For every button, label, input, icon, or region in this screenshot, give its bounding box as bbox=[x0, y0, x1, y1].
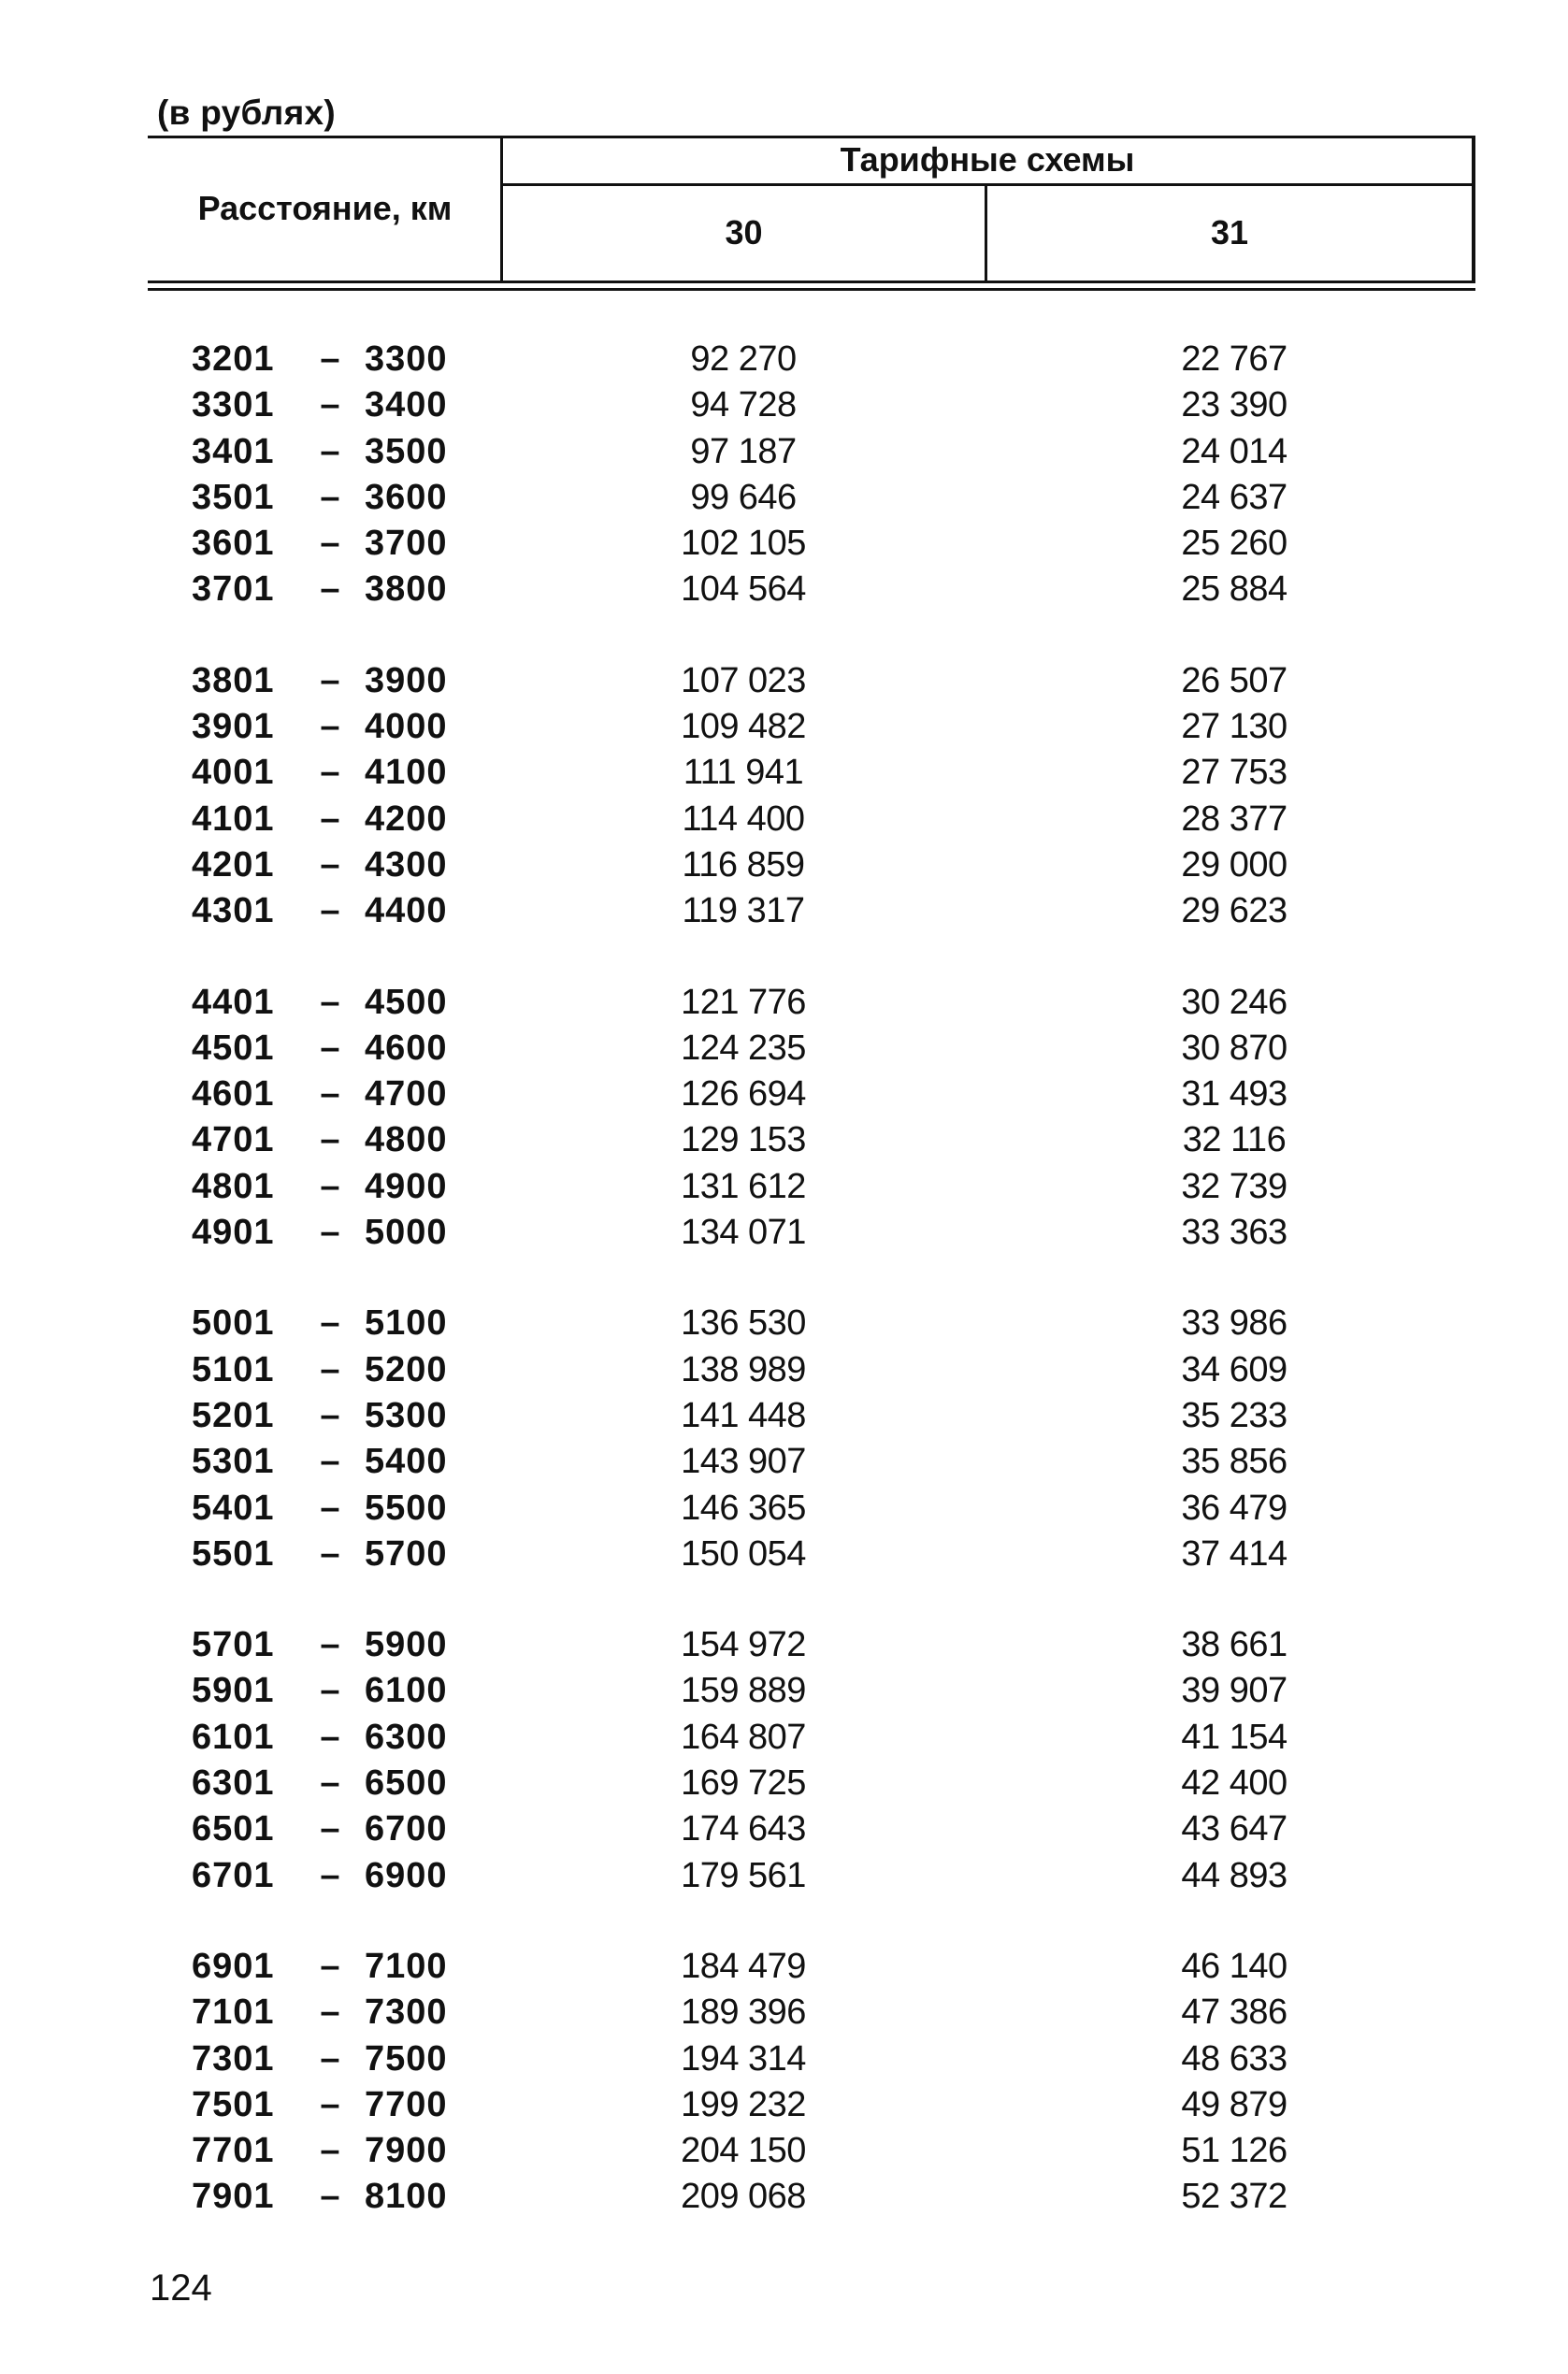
table-row bbox=[0, 1072, 1568, 1117]
table-body bbox=[0, 337, 1568, 2266]
tariff-31-value: 52 372 bbox=[1181, 2177, 1287, 2217]
range-dash: – bbox=[320, 844, 340, 885]
range-dash: – bbox=[320, 1395, 340, 1435]
tariff-30-value: 97 187 bbox=[690, 431, 797, 471]
distance-from: 3401 bbox=[192, 431, 275, 471]
distance-from: 4901 bbox=[192, 1213, 275, 1253]
row-group bbox=[0, 1301, 1568, 1577]
tariff-30-value: 107 023 bbox=[681, 660, 806, 700]
table-row bbox=[0, 658, 1568, 704]
range-dash: – bbox=[320, 1074, 340, 1115]
tariff-30-value: 102 105 bbox=[681, 524, 806, 564]
distance-from: 5101 bbox=[192, 1349, 275, 1389]
range-dash: – bbox=[320, 1855, 340, 1895]
tariff-30-value: 129 153 bbox=[681, 1120, 806, 1160]
tariff-30-value: 116 859 bbox=[682, 844, 805, 885]
tariff-30-value: 150 054 bbox=[681, 1533, 806, 1574]
range-dash: – bbox=[320, 1993, 340, 2033]
tariff-31-value: 33 986 bbox=[1181, 1303, 1287, 1344]
tariff-30-value: 174 643 bbox=[681, 1809, 806, 1849]
tariff-31-value: 32 739 bbox=[1181, 1166, 1287, 1206]
tariff-31-value: 27 753 bbox=[1181, 753, 1287, 793]
tariff-31-value: 44 893 bbox=[1181, 1855, 1287, 1895]
distance-from: 6501 bbox=[192, 1809, 275, 1849]
table-row bbox=[0, 2174, 1568, 2220]
unit-note: (в рублях) bbox=[157, 94, 336, 132]
tariff-31-value: 28 377 bbox=[1181, 799, 1287, 839]
tariff-30-value: 141 448 bbox=[681, 1395, 806, 1435]
range-dash: – bbox=[320, 707, 340, 747]
range-dash: – bbox=[320, 339, 340, 379]
range-dash: – bbox=[320, 2177, 340, 2217]
row-group bbox=[0, 658, 1568, 935]
header-split-rule bbox=[503, 183, 1472, 186]
tariff-31-value: 32 116 bbox=[1182, 1120, 1287, 1160]
distance-to: 4000 bbox=[365, 707, 448, 747]
distance-from: 5701 bbox=[192, 1625, 275, 1665]
distance-from: 5901 bbox=[192, 1671, 275, 1711]
range-dash: – bbox=[320, 1488, 340, 1528]
tariff-31-value: 36 479 bbox=[1181, 1488, 1287, 1528]
tariff-31-value: 27 130 bbox=[1181, 707, 1287, 747]
distance-to: 7700 bbox=[365, 2084, 448, 2124]
table-row bbox=[0, 797, 1568, 842]
distance-to: 5100 bbox=[365, 1303, 448, 1344]
table-row bbox=[0, 750, 1568, 796]
tariff-31-value: 49 879 bbox=[1181, 2084, 1287, 2124]
distance-to: 3900 bbox=[365, 660, 448, 700]
tariff-31-value: 29 000 bbox=[1181, 844, 1287, 885]
range-dash: – bbox=[320, 431, 340, 471]
tariff-31-value: 42 400 bbox=[1181, 1763, 1287, 1804]
tariff-30-value: 159 889 bbox=[681, 1671, 806, 1711]
distance-to: 7300 bbox=[365, 1993, 448, 2033]
tariff-30-value: 109 482 bbox=[681, 707, 806, 747]
tariff-31-value: 29 623 bbox=[1181, 891, 1287, 931]
distance-from: 5401 bbox=[192, 1488, 275, 1528]
range-dash: – bbox=[320, 753, 340, 793]
distance-from: 6901 bbox=[192, 1946, 275, 1986]
tariff-31-value: 31 493 bbox=[1181, 1074, 1287, 1115]
range-dash: – bbox=[320, 2131, 340, 2171]
distance-from: 7301 bbox=[192, 2038, 275, 2079]
distance-to: 7100 bbox=[365, 1946, 448, 1986]
header-col-30: 30 bbox=[725, 213, 763, 252]
tariff-30-value: 189 396 bbox=[681, 1993, 806, 2033]
tariff-30-value: 194 314 bbox=[681, 2038, 806, 2079]
page-number: 124 bbox=[150, 2267, 212, 2309]
tariff-31-value: 48 633 bbox=[1181, 2038, 1287, 2079]
tariff-30-value: 138 989 bbox=[681, 1349, 806, 1389]
distance-to: 7500 bbox=[365, 2038, 448, 2079]
range-dash: – bbox=[320, 1717, 340, 1757]
distance-to: 3700 bbox=[365, 524, 448, 564]
distance-from: 3901 bbox=[192, 707, 275, 747]
header-distance: Расстояние, км bbox=[197, 189, 453, 227]
tariff-30-value: 104 564 bbox=[681, 569, 806, 610]
table-row bbox=[0, 1301, 1568, 1346]
table-row bbox=[0, 429, 1568, 475]
distance-to: 3600 bbox=[365, 477, 448, 517]
range-dash: – bbox=[320, 1166, 340, 1206]
distance-to: 3800 bbox=[365, 569, 448, 610]
range-dash: – bbox=[320, 1349, 340, 1389]
tariff-30-value: 124 235 bbox=[681, 1028, 806, 1068]
table-row bbox=[0, 1439, 1568, 1485]
distance-to: 6700 bbox=[365, 1809, 448, 1849]
row-group bbox=[0, 1622, 1568, 1899]
range-dash: – bbox=[320, 2038, 340, 2079]
distance-to: 5700 bbox=[365, 1533, 448, 1574]
tariff-30-value: 154 972 bbox=[681, 1625, 806, 1665]
distance-to: 3300 bbox=[365, 339, 448, 379]
tariff-30-value: 99 646 bbox=[690, 477, 797, 517]
range-dash: – bbox=[320, 1028, 340, 1068]
table-row bbox=[0, 1761, 1568, 1806]
table-row bbox=[0, 888, 1568, 934]
tariff-30-value: 134 071 bbox=[681, 1213, 806, 1253]
tariff-31-value: 25 884 bbox=[1181, 569, 1287, 610]
tariff-31-value: 33 363 bbox=[1181, 1213, 1287, 1253]
tariff-30-value: 94 728 bbox=[690, 385, 797, 425]
distance-from: 7101 bbox=[192, 1993, 275, 2033]
table-row bbox=[0, 382, 1568, 428]
header-bottom-rule-2 bbox=[148, 288, 1475, 291]
row-group bbox=[0, 1944, 1568, 2221]
table-row bbox=[0, 1347, 1568, 1393]
tariff-30-value: 114 400 bbox=[682, 799, 805, 839]
distance-from: 4101 bbox=[192, 799, 275, 839]
table-row bbox=[0, 1117, 1568, 1163]
header-tariff-schemes: Тарифные схемы bbox=[840, 140, 1135, 179]
table-row bbox=[0, 1622, 1568, 1668]
distance-from: 3301 bbox=[192, 385, 275, 425]
range-dash: – bbox=[320, 385, 340, 425]
distance-to: 4200 bbox=[365, 799, 448, 839]
distance-from: 7701 bbox=[192, 2131, 275, 2171]
range-dash: – bbox=[320, 1763, 340, 1804]
tariff-31-value: 39 907 bbox=[1181, 1671, 1287, 1711]
distance-from: 4601 bbox=[192, 1074, 275, 1115]
distance-from: 4401 bbox=[192, 982, 275, 1022]
table-row bbox=[0, 1806, 1568, 1852]
table-row bbox=[0, 704, 1568, 750]
distance-from: 3801 bbox=[192, 660, 275, 700]
range-dash: – bbox=[320, 1533, 340, 1574]
tariff-31-value: 35 233 bbox=[1181, 1395, 1287, 1435]
range-dash: – bbox=[320, 1625, 340, 1665]
tariff-30-value: 121 776 bbox=[681, 982, 806, 1022]
table-row bbox=[0, 567, 1568, 612]
tariff-30-value: 143 907 bbox=[681, 1442, 806, 1482]
range-dash: – bbox=[320, 891, 340, 931]
distance-from: 5001 bbox=[192, 1303, 275, 1344]
range-dash: – bbox=[320, 2084, 340, 2124]
tariff-30-value: 209 068 bbox=[681, 2177, 806, 2217]
table-row bbox=[0, 2128, 1568, 2174]
range-dash: – bbox=[320, 1213, 340, 1253]
tariff-31-value: 25 260 bbox=[1181, 524, 1287, 564]
header-col-31: 31 bbox=[1210, 213, 1249, 252]
distance-from: 5201 bbox=[192, 1395, 275, 1435]
tariff-31-value: 43 647 bbox=[1181, 1809, 1287, 1849]
distance-to: 5300 bbox=[365, 1395, 448, 1435]
table-row bbox=[0, 1026, 1568, 1072]
table-row bbox=[0, 1393, 1568, 1439]
distance-to: 7900 bbox=[365, 2131, 448, 2171]
range-dash: – bbox=[320, 1809, 340, 1849]
tariff-31-value: 23 390 bbox=[1181, 385, 1287, 425]
distance-to: 4800 bbox=[365, 1120, 448, 1160]
tariff-31-value: 35 856 bbox=[1181, 1442, 1287, 1482]
distance-from: 4701 bbox=[192, 1120, 275, 1160]
tariff-30-value: 199 232 bbox=[681, 2084, 806, 2124]
range-dash: – bbox=[320, 982, 340, 1022]
table-row bbox=[0, 1853, 1568, 1899]
tariff-30-value: 184 479 bbox=[681, 1946, 806, 1986]
tariff-31-value: 51 126 bbox=[1181, 2131, 1287, 2171]
distance-from: 3601 bbox=[192, 524, 275, 564]
distance-from: 5301 bbox=[192, 1442, 275, 1482]
range-dash: – bbox=[320, 477, 340, 517]
range-dash: – bbox=[320, 1671, 340, 1711]
distance-to: 5200 bbox=[365, 1349, 448, 1389]
distance-to: 3500 bbox=[365, 431, 448, 471]
distance-from: 4501 bbox=[192, 1028, 275, 1068]
distance-to: 5900 bbox=[365, 1625, 448, 1665]
tariff-30-value: 136 530 bbox=[681, 1303, 806, 1344]
distance-from: 7501 bbox=[192, 2084, 275, 2124]
distance-from: 7901 bbox=[192, 2177, 275, 2217]
tariff-31-value: 47 386 bbox=[1181, 1993, 1287, 2033]
distance-to: 6900 bbox=[365, 1855, 448, 1895]
range-dash: – bbox=[320, 1120, 340, 1160]
tariff-30-value: 119 317 bbox=[682, 891, 805, 931]
tariff-30-value: 169 725 bbox=[681, 1763, 806, 1804]
distance-to: 6500 bbox=[365, 1763, 448, 1804]
distance-from: 4801 bbox=[192, 1166, 275, 1206]
row-group bbox=[0, 980, 1568, 1257]
table-row bbox=[0, 1715, 1568, 1761]
tariff-31-value: 37 414 bbox=[1181, 1533, 1287, 1574]
distance-from: 4301 bbox=[192, 891, 275, 931]
table-row bbox=[0, 1944, 1568, 1990]
tariff-31-value: 24 014 bbox=[1181, 431, 1287, 471]
table-row bbox=[0, 521, 1568, 567]
tariff-30-value: 111 941 bbox=[683, 753, 804, 793]
tariff-31-value: 30 246 bbox=[1181, 982, 1287, 1022]
table-row bbox=[0, 2036, 1568, 2082]
distance-to: 4400 bbox=[365, 891, 448, 931]
tariff-30-value: 179 561 bbox=[681, 1855, 806, 1895]
distance-to: 4500 bbox=[365, 982, 448, 1022]
tariff-31-value: 24 637 bbox=[1181, 477, 1287, 517]
distance-to: 5000 bbox=[365, 1213, 448, 1253]
header-bottom-rule-1 bbox=[148, 281, 1475, 283]
distance-from: 4001 bbox=[192, 753, 275, 793]
table-row bbox=[0, 842, 1568, 888]
tariff-30-value: 126 694 bbox=[681, 1074, 806, 1115]
distance-to: 3400 bbox=[365, 385, 448, 425]
tariff-30-value: 92 270 bbox=[690, 339, 797, 379]
table-row bbox=[0, 337, 1568, 382]
tariff-30-value: 146 365 bbox=[681, 1488, 806, 1528]
distance-to: 4700 bbox=[365, 1074, 448, 1115]
table-row bbox=[0, 1210, 1568, 1256]
tariff-31-value: 26 507 bbox=[1181, 660, 1287, 700]
distance-to: 4600 bbox=[365, 1028, 448, 1068]
distance-to: 6300 bbox=[365, 1717, 448, 1757]
tariff-31-value: 38 661 bbox=[1181, 1625, 1287, 1665]
table-row bbox=[0, 475, 1568, 521]
distance-from: 6301 bbox=[192, 1763, 275, 1804]
tariff-30-value: 164 807 bbox=[681, 1717, 806, 1757]
range-dash: – bbox=[320, 1442, 340, 1482]
distance-from: 3701 bbox=[192, 569, 275, 610]
distance-to: 4100 bbox=[365, 753, 448, 793]
tariff-30-value: 131 612 bbox=[681, 1166, 806, 1206]
range-dash: – bbox=[320, 660, 340, 700]
tariff-31-value: 30 870 bbox=[1181, 1028, 1287, 1068]
distance-to: 8100 bbox=[365, 2177, 448, 2217]
row-group bbox=[0, 337, 1568, 613]
range-dash: – bbox=[320, 1303, 340, 1344]
distance-from: 5501 bbox=[192, 1533, 275, 1574]
table-row bbox=[0, 1164, 1568, 1210]
range-dash: – bbox=[320, 524, 340, 564]
table-row bbox=[0, 980, 1568, 1026]
distance-to: 6100 bbox=[365, 1671, 448, 1711]
tariff-31-value: 22 767 bbox=[1181, 339, 1287, 379]
distance-from: 6701 bbox=[192, 1855, 275, 1895]
table-row bbox=[0, 1486, 1568, 1532]
range-dash: – bbox=[320, 569, 340, 610]
distance-to: 4300 bbox=[365, 844, 448, 885]
distance-to: 5500 bbox=[365, 1488, 448, 1528]
tariff-31-value: 34 609 bbox=[1181, 1349, 1287, 1389]
tariff-30-value: 204 150 bbox=[681, 2131, 806, 2171]
tariff-31-value: 41 154 bbox=[1181, 1717, 1287, 1757]
range-dash: – bbox=[320, 799, 340, 839]
table-row bbox=[0, 1990, 1568, 2036]
table-row bbox=[0, 2082, 1568, 2128]
table-row bbox=[0, 1532, 1568, 1577]
tariff-31-value: 46 140 bbox=[1181, 1946, 1287, 1986]
table-row bbox=[0, 1668, 1568, 1714]
range-dash: – bbox=[320, 1946, 340, 1986]
distance-from: 3501 bbox=[192, 477, 275, 517]
distance-from: 3201 bbox=[192, 339, 275, 379]
distance-from: 4201 bbox=[192, 844, 275, 885]
distance-to: 4900 bbox=[365, 1166, 448, 1206]
distance-from: 6101 bbox=[192, 1717, 275, 1757]
distance-to: 5400 bbox=[365, 1442, 448, 1482]
